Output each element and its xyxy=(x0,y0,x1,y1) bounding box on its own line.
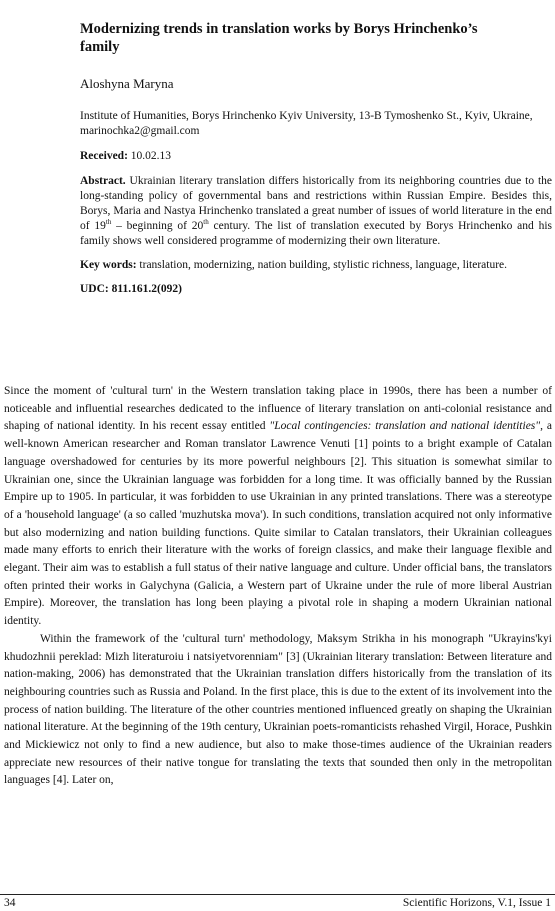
keywords-label: Key words: xyxy=(80,259,137,271)
article-title: Modernizing trends in translation works by Borys Hrinchenko’s family xyxy=(80,21,478,55)
received-line xyxy=(80,149,552,164)
page-number: 34 xyxy=(4,897,16,909)
page-footer xyxy=(0,894,555,911)
udc-label: UDC: xyxy=(80,283,109,295)
abstract-text-1: Ukrainian literary translation differs historically from its neighboring countries due to the long-standing policy of governmental bans and restrictions within Russian Empire. Besides this, Borys, Maria and Nastya Hrinchenko translated a great number of issues of world literature in the end of 19 xyxy=(80,175,552,232)
abstract-sup-1: th xyxy=(105,218,112,227)
author-name: Aloshyna Maryna xyxy=(80,76,174,91)
abstract-label: Abstract. xyxy=(80,175,126,187)
received-label: Received: xyxy=(80,150,128,162)
footer-rule xyxy=(0,894,555,895)
abstract xyxy=(80,174,552,249)
keywords xyxy=(80,258,552,273)
body-p1-text-a: Since the moment of 'cultural turn' in the Western translation taking place in 1990s, there has been a number of noticeable and influential researches dedicated to the influence of literary translation on anti-colonial resistance and shaping of national identity. In his recent essay entitled xyxy=(4,385,552,433)
body-p1-essay-title: "Local contingencies: translation and national identities" xyxy=(269,420,541,433)
body-paragraph-2: Within the framework of the 'cultural turn' methodology, Maksym Strikha in his monograph "Ukrayins'kyi khudozhnii pereklad: Mizh literaturoiu i natsiyetvorenniam" [3] (Ukrainian literary translation: Between literature and nation-making, 2006) has demonstrated that the Ukrainian translation differs historically from the translation of its neighbouring countries such as Russia and Poland. In the first place, this is due to the extent of its involvement into the process of nation building. The literature of the other countries mentioned influenced greatly on shaping the Ukrainian national literature. At the beginning of the 19th century, Ukrainian poets-romanticists rehashed Virgil, Horace, Pushkin and Mickiewicz not only to find a new audience, but also to make those-times audience of the Ukrainian readers appreciate new resources of their native tongue for translating the texts that sounded then only in the metropolitan languages [4]. Later on, xyxy=(4,632,552,787)
abstract-text-2: – beginning of 20 xyxy=(111,220,204,232)
received-date: 10.02.13 xyxy=(130,150,172,162)
article-header xyxy=(80,20,552,297)
body-paragraph-1 xyxy=(4,383,552,631)
author-affiliation: Institute of Humanities, Borys Hrinchenko Kyiv University, 13-B Tymoshenko St., Kyiv, Ukraine, marinochka2@gmail.com xyxy=(80,110,533,137)
udc-code: 811.161.2(092) xyxy=(111,283,182,295)
body-p1-text-b: , a well-known American researcher and Roman translator Lawrence Venuti [1] points to a bright example of Catalan language overshadowed for centuries by its more powerful neighbours [2]. This situation is somewhat similar to Ukrainian one, since the Ukrainian language was forbidden for a long time. It was officially banned by the Russian Empire up to 1905. In particular, it was forbidden to use Ukrainian in any printed translations. There was a stereotype of a 'household language' (a so called 'muzhutska mova'). In such conditions, translation acquired not only informative but also modernizing and nation building functions. Quite similar to Catalan translators, their Ukrainian colleagues made many efforts to enrich their literature with the works of foreign classics, and make their language flexible and elegant. Their aim was to establish a full status of their native language and culture. Under official bans, the translators often printed their works in Galychyna (Galicia, a Western part of Ukraine under the rule of more liberal Austrian Empire). Moreover, the translation has long been playing a pivotal role in shaping a modern Ukrainian national identity. xyxy=(4,420,553,628)
udc-line xyxy=(80,282,552,297)
abstract-sup-2: th xyxy=(203,218,209,227)
journal-citation: Scientific Horizons, V.1, Issue 1 xyxy=(402,897,551,909)
article-body xyxy=(4,383,552,790)
keywords-text: translation, modernizing, nation building, stylistic richness, language, literature. xyxy=(139,259,508,271)
abstract-text-3: century. The list of translation executed by Borys Hrinchenko and his family shows well considered programme of modernizing their own literature. xyxy=(80,220,552,247)
